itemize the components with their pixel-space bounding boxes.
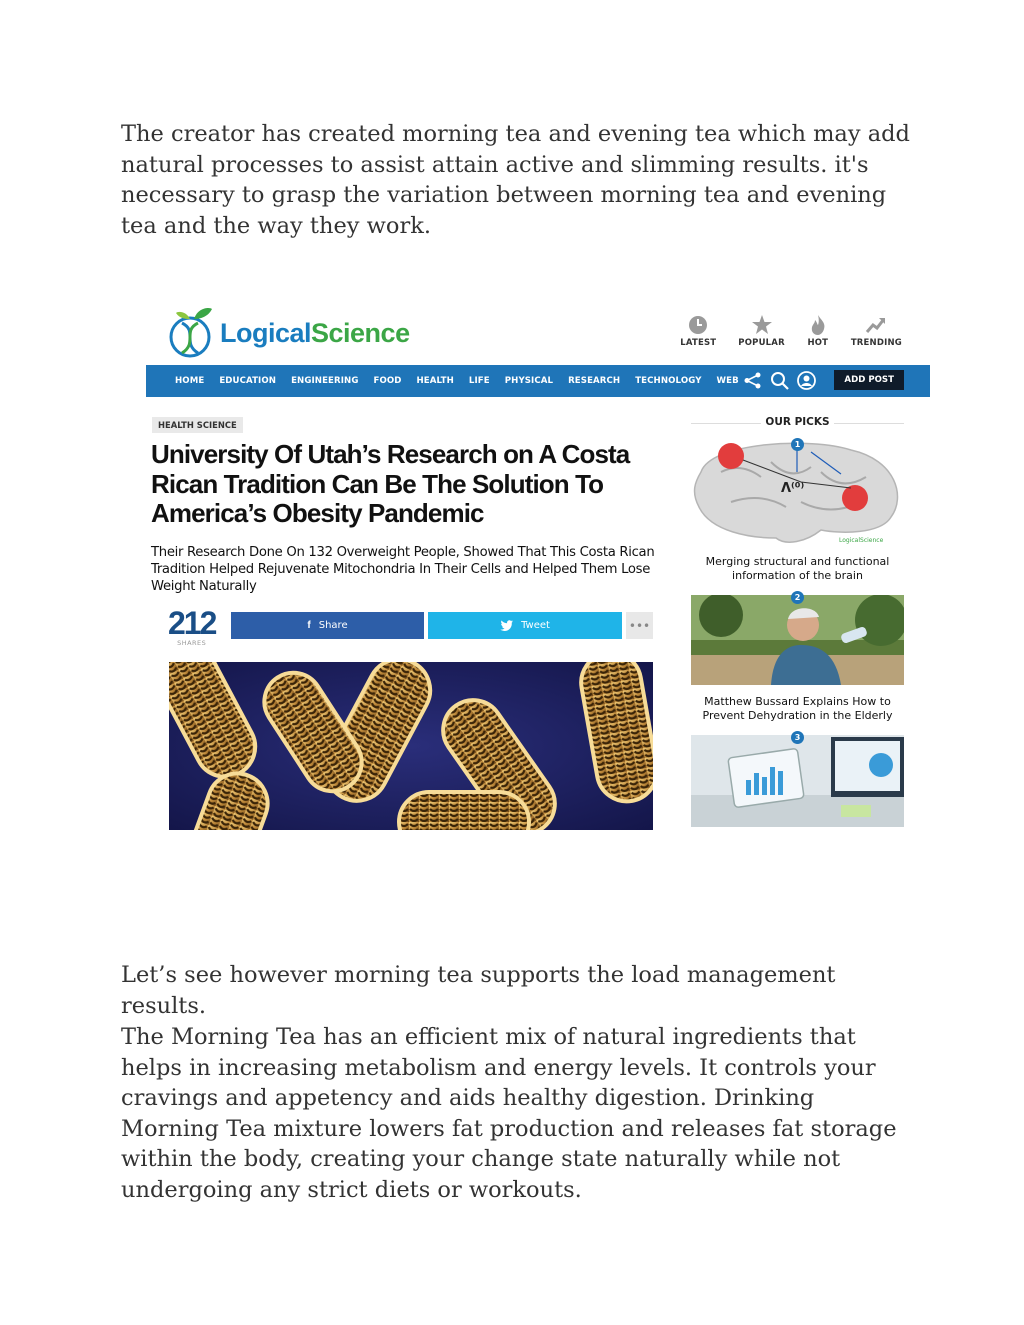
user-icon[interactable] xyxy=(797,371,816,390)
intro-paragraph: The creator has created morning tea and evening tea which may add natural processes to assist attain active and slimming results. it's necessary to grasp the variation between morning tea and evening tea and the way they work. xyxy=(121,121,910,239)
nav-health[interactable]: HEALTH xyxy=(416,376,454,386)
more-share-button[interactable]: ••• xyxy=(626,612,653,639)
logo-wordmark: LogicalScience xyxy=(220,317,410,348)
twitter-bird-icon xyxy=(500,620,513,631)
clock-icon xyxy=(687,314,709,336)
main-nav xyxy=(146,365,930,397)
tablet-analytics-image[interactable] xyxy=(691,735,904,827)
nav-education[interactable]: EDUCATION xyxy=(219,376,277,386)
hot-link[interactable]: HOT xyxy=(807,314,829,348)
trending-icon xyxy=(865,314,887,336)
article-screenshot xyxy=(146,298,930,833)
facebook-share-button[interactable]: f Share xyxy=(231,612,424,639)
nav-web[interactable]: WEB xyxy=(716,376,739,386)
search-icon[interactable] xyxy=(770,371,789,390)
share-icon[interactable] xyxy=(743,371,762,390)
nav-food[interactable]: FOOD xyxy=(373,376,402,386)
pick-caption[interactable]: Merging structural and functional information of the brain xyxy=(705,555,890,582)
star-icon xyxy=(751,314,773,336)
elderly-man-drinking-image[interactable] xyxy=(691,595,904,685)
share-count: 212 SHARES xyxy=(168,605,216,647)
tweet-button[interactable]: Tweet xyxy=(428,612,622,639)
brain-diagram-image[interactable] xyxy=(691,442,904,546)
pick-number-badge: 3 xyxy=(791,731,804,744)
pick-number-badge: 2 xyxy=(791,591,804,604)
category-badge[interactable]: HEALTH SCIENCE xyxy=(152,417,243,433)
pick-caption[interactable]: Matthew Bussard Explains How to Prevent Dehydration in the Elderly xyxy=(702,695,893,722)
dna-leaf-logo-icon xyxy=(168,305,216,361)
watermark-logo: LogicalScience xyxy=(839,537,884,544)
our-picks-header: OUR PICKS xyxy=(691,416,904,430)
paragraph-morning-tea-details: The Morning Tea has an efficient mix of natural ingredients that helps in increasing metabolism and energy levels. It controls your cravings and appetency and aids healthy digestion. Drinking Morning Tea mixture lowers fat production and releases fat storage within the body, creating your change state naturally while not undergoing any strict diets or workouts. xyxy=(121,1024,897,1203)
add-post-button[interactable]: ADD POST xyxy=(834,370,904,390)
mitochondria-hero-image xyxy=(169,662,653,830)
nav-engineering[interactable]: ENGINEERING xyxy=(291,376,359,386)
pick-number-badge: 1 xyxy=(791,438,804,451)
article-subheadline: Their Research Done On 132 Overweight People, Showed That This Costa Rican Tradition Helped Rejuvenate Mitochondria In Their Cells and Helped Them Lose Weight Naturally xyxy=(151,545,655,594)
nav-research[interactable]: RESEARCH xyxy=(568,376,621,386)
latest-link[interactable]: LATEST xyxy=(680,314,716,348)
facebook-icon: f xyxy=(307,620,311,631)
paragraph-morning-tea-intro: Let’s see however morning tea supports the load management results. xyxy=(121,962,836,1019)
flame-icon xyxy=(807,314,829,336)
trending-link[interactable]: TRENDING xyxy=(851,314,902,348)
nav-life[interactable]: LIFE xyxy=(468,376,490,386)
top-icon-bar xyxy=(680,314,902,348)
nav-physical[interactable]: PHYSICAL xyxy=(504,376,554,386)
brain-label: Λ⁽⁰⁾ xyxy=(781,481,805,496)
popular-link[interactable]: POPULAR xyxy=(738,314,785,348)
article-headline: University Of Utah’s Research on A Costa Rican Tradition Can Be The Solution To America’s Obesity Pandemic xyxy=(151,439,630,528)
nav-home[interactable]: HOME xyxy=(175,376,205,386)
nav-technology[interactable]: TECHNOLOGY xyxy=(635,376,702,386)
site-logo[interactable] xyxy=(168,304,410,362)
